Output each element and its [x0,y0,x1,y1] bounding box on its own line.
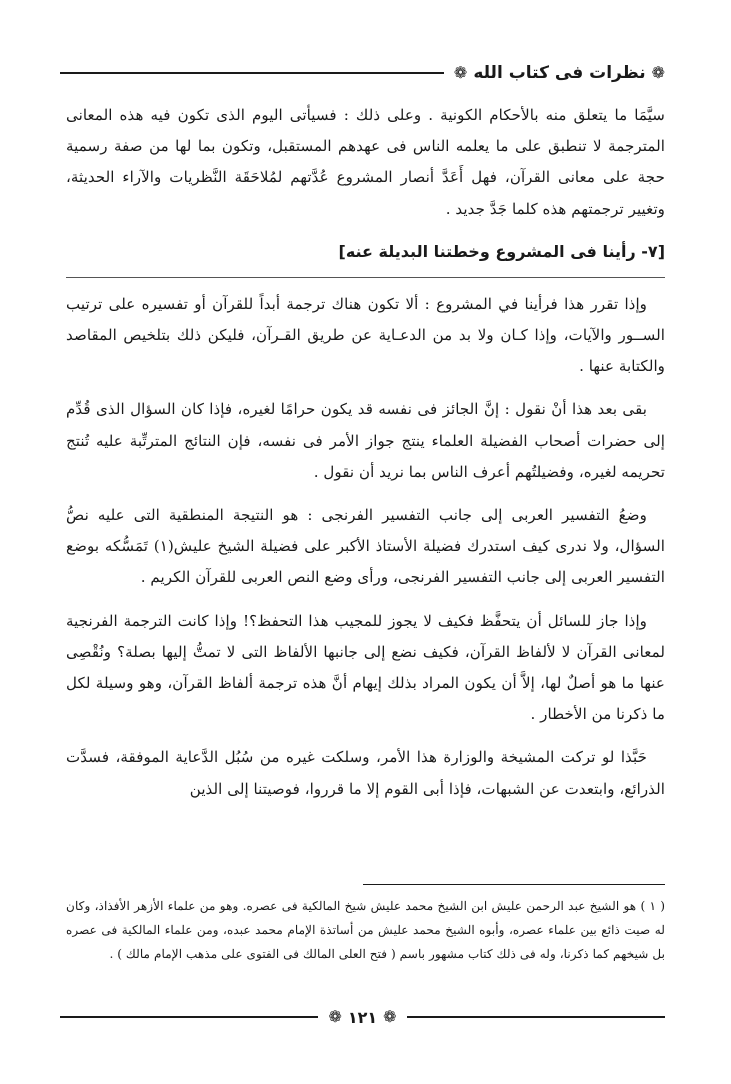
footer-rule-right [407,1016,665,1018]
footer-rule-left [60,1016,318,1018]
section-heading: [٧- رأينا فى المشروع وخطتنا البديلة عنه] [338,241,665,261]
flower-ornament-icon: ❁ [328,1007,342,1026]
paragraph: وضعُ التفسير العربى إلى جانب التفسير الفرنجى : هو النتيجة المنطقية التى عليه نصُّ السؤال، ولا ندرى كيف استدرك فضيلة الأستاذ الأكبر على فضيلة الشيخ عليش(١) تَمَسُّكه بوضع التفسير العربى إلى جانب التفسير الفرنجى، ورأى وضع النص العربى للقرآن الكريم . [66,506,665,587]
paragraph: بقى بعد هذا أنْ نقول : إنَّ الجائز فى نفسه قد يكون حرامًا لغيره، فإذا كان السؤال الذى قُدِّم إلى حضرات أصحاب الفضيلة العلماء ينتج جواز الأمر فى نفسه، فإن النتائج المترتِّبة عليه تُنتج تحريمه لغيره، وفضيلتُهم أعرف الناس بما نريد أن نقول . [66,400,665,481]
section-divider [66,277,665,278]
running-title [454,63,665,83]
section-heading-text: ٧- رأينا فى المشروع وخطتنا البديلة عنه [345,241,658,261]
footnote: ( ١ ) هو الشيخ عبد الرحمن عليش ابن الشيخ محمد عليش شيخ المالكية فى عصره. وهو من علماء الأزهر الأفذاذ، وكان له صيت ذائع بين علماء عصره، وأبوه الشيخ محمد عليش من أساتذة الإمام محمد عبده، ومن علماء المالكية فى عصره بل شيخهم كما ذكرنا، وله فى ذلك كتاب مشهور باسم ( فتح العلى المالك فى الفتوى على مذهب الإمام مالك ) . [66,899,665,961]
footnote-rule [363,884,665,885]
paragraph: وإذا جاز للسائل أن يتحفَّظ فكيف لا يجوز للمجيب هذا التحفظ؟! وإذا كانت الترجمة الفرنجية لمعانى القرآن لا لألفاظ القرآن، فكيف نضع إلى جانبها الألفاظ التى لا تمتُّ إليها بصلة؟ ونُقْصِى عنها ما هو أصلٌ لها، إلاَّ أن يكون المراد بذلك إيهام أنَّ هذه ترجمة ألفاظ القرآن، وهو وسيلة لكل ما ذكرنا من الأخطار . [66,611,665,724]
header-rule [60,72,444,74]
flower-ornament-icon: ❁ [453,63,468,82]
paragraph: سيَّمَا ما يتعلق منه بالأحكام الكونية . وعلى ذلك : فسيأتى اليوم الذى تكون فيه هذه المعانى المترجمة لا تنطبق على ما يعلمه الناس فى عهدهم المستقبل، وتكون بما لها من صفة رسمية حجة على معانى القرآن، فهل أَعَدَّ أنصار المشروع عُدَّتهم لمُلاحَقَة النَّظريات والآراء الحديثة، وتغيير ترجمتهم هذه كلما جَدَّ جديد . [66,106,665,218]
paragraph: حَبَّذا لو تركت المشيخة والوزارة هذا الأمر، وسلكت غيره من سُبُل الدَّعاية الموفقة، فسدَّت الذرائع، وابتعدت عن الشبهات، فإذا أبى القوم إلا ما قرروا، فوصيتنا إلى الذين [66,748,665,798]
page-number [328,1008,396,1027]
main-text [66,100,665,817]
page-footer [60,1005,665,1029]
page-number-text: ١٢١ [347,1007,378,1027]
paragraph: وإذا تقرر هذا فرأينا في المشروع : ألا تكون هناك ترجمة أبداً للقرآن أو تفسيره على ترتيب الســور والآيات، وإذا كـان ولا بد من الدعـاية عن طريق القـرآن، فليكن ذلك بتلخيص المقاصد والكتابة عنها . [66,294,665,376]
running-title-text: نظرات فى كتاب الله [473,63,646,83]
flower-ornament-icon: ❁ [651,63,665,82]
flower-ornament-icon: ❁ [383,1007,397,1026]
running-header [60,58,665,88]
